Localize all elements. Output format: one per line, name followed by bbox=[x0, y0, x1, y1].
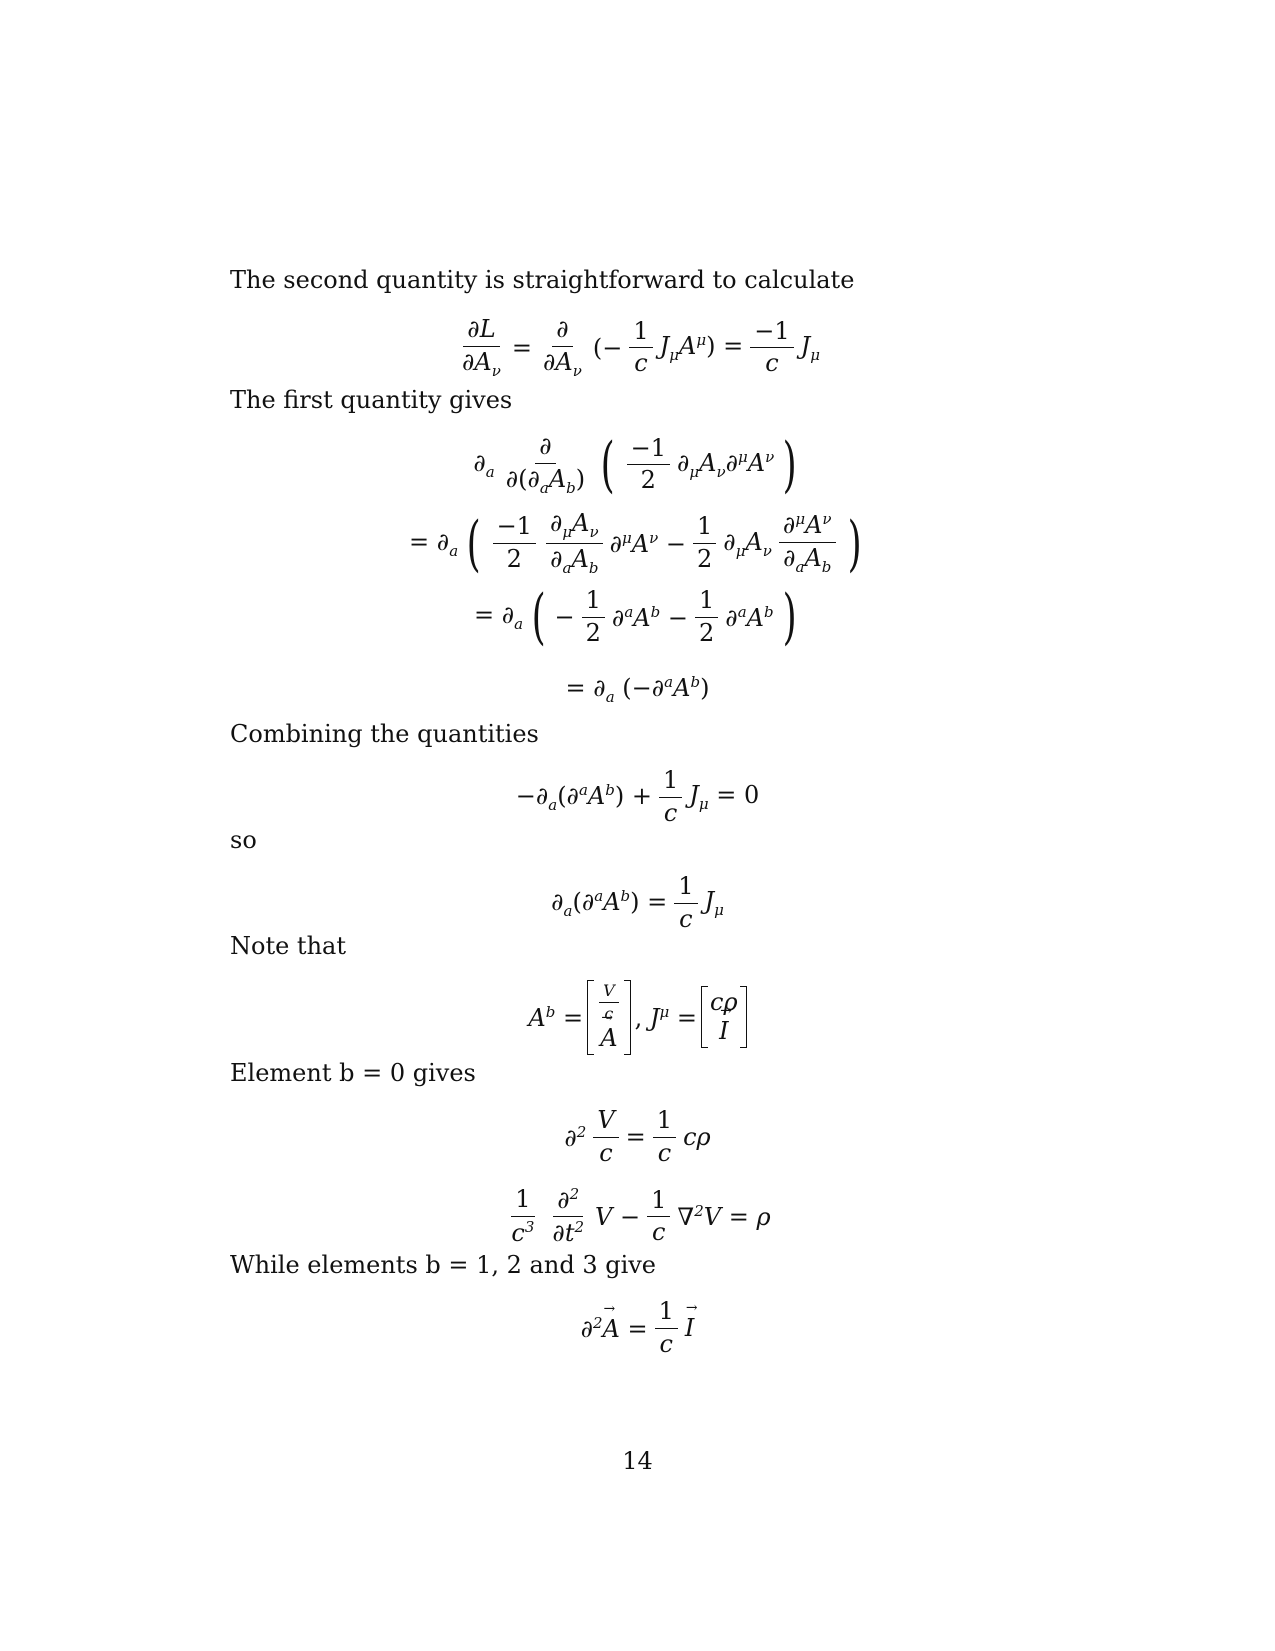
paragraph-note-that: Note that bbox=[230, 932, 346, 960]
equation-wave-scalar: $\frac{1}{c^3}$ $\frac{\partial^2}{\partial t^2}$ V − $\frac{1}{c}$ ∇$^2$V = ρ bbox=[511, 1184, 771, 1248]
equation-first-quantity-line3: = $\partial_a$ ( − $\frac{1}{2}$ $\partial^aA^b$ − $\frac{1}{2}$ $\partial^aA^b$ ) bbox=[473, 582, 797, 653]
paragraph-first-quantity: The first quantity gives bbox=[230, 386, 513, 414]
paragraph-combining: Combining the quantities bbox=[230, 720, 539, 748]
paragraph-element-b0: Element b = 0 gives bbox=[230, 1059, 476, 1087]
paragraph-elements-b123: While elements b = 1, 2 and 3 give bbox=[230, 1251, 657, 1279]
equation-first-quantity-line2: = $\partial_a$ ( $\frac{-1}{2}$ $\frac{\partial_\mu A_\nu}{\partial_aA_b}$ $\partial^\mu A^\nu$ − $\frac{1}{2}$ $\partial_\mu A_\nu$ $\frac{\partial^\mu A^\nu}{\partial_aA_b}$ ) bbox=[409, 508, 862, 579]
equation-scalar-potential: ∂$^2$ $\frac{V}{c}$ = $\frac{1}{c}$ cρ bbox=[564, 1106, 711, 1167]
equation-result: $\partial_a(\partial^aA^b)$ = $\frac{1}{c}$ $J_\mu$ bbox=[551, 872, 724, 933]
equation-first-quantity-line1: $\partial_a$ $\frac{\partial}{\partial(\partial_aA_b)}$ ( $\frac{-1}{2}$ $\partial_\mu A_\nu\partial^\mu A^\nu$ ) bbox=[473, 429, 797, 500]
page-number: 14 bbox=[622, 1447, 653, 1475]
paragraph-so: so bbox=[230, 826, 257, 854]
equation-four-vectors: $A^b$ = $\frac{V}{c}$ → A , $J^\mu$ = cρ → I bbox=[0, 980, 1275, 1055]
equation-dL-dA: $\frac{\partial L}{\partial A_\nu}$ = $\frac{\partial}{\partial A_\nu}$ (− $\frac{1}{c}$ $J_\mu A^\mu$) = $\frac{-1}{c}$ $J_\mu$ bbox=[462, 315, 820, 380]
equation-combined: $-\partial_a(\partial^aA^b)$ + $\frac{1}{c}$ $J_\mu = 0$ bbox=[515, 766, 760, 827]
equation-first-quantity-line4: = $\partial_a$ $(-\partial^aA^b)$ bbox=[565, 673, 710, 706]
paragraph-second-quantity: The second quantity is straightforward to calculate bbox=[230, 266, 855, 294]
equation-vector-potential: ∂$^2$→ A = $\frac{1}{c}$ → I bbox=[0, 1298, 1275, 1358]
